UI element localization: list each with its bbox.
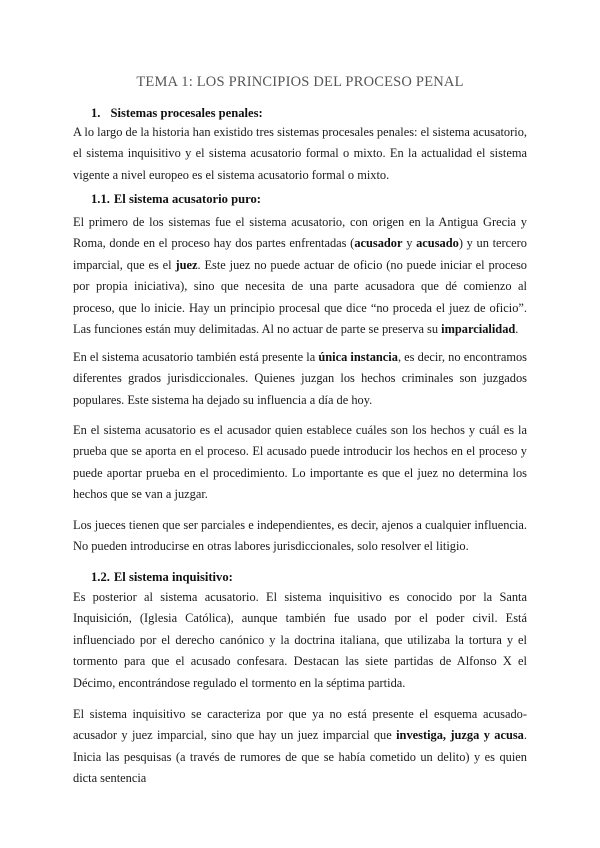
text-run: .	[515, 322, 519, 337]
section-heading-1-1	[91, 192, 261, 207]
paragraph: A lo largo de la historia han existido tres sistemas procesales penales: el sistema acusatorio, el sistema inquisitivo y el sistema acusatorio formal o mixto. En la actualidad el sistema vigente a nivel europeo es el sistema acusatorio formal o mixto.	[73, 125, 527, 182]
paragraph	[73, 704, 527, 790]
text-run: , es decir, no encontramos diferentes grados jurisdiccionales. Quienes juzgan los hechos criminales son juzgados populares. Este sistema ha dejado su influencia a día de hoy.	[73, 350, 527, 407]
paragraph: Es posterior al sistema acusatorio. El sistema inquisitivo es conocido por la Santa Inquisición, (Iglesia Católica), aunque también fue usado por el poder civil. Está influenciado por el derecho canónico y la doctrina italiana, que utilizaba la tortura y el tormento para que el acusado confesara. Destacan las siete partidas de Alfonso X el Décimo, encontrándose regulado el tormento en la séptima partida.	[73, 590, 527, 690]
section-title: Sistemas procesales penales:	[110, 106, 263, 120]
section-title: El sistema acusatorio puro:	[113, 192, 261, 206]
section-heading-1-2	[91, 570, 233, 585]
section-number: 1.1.	[91, 192, 110, 206]
paragraph	[73, 212, 527, 340]
bold-text: acusador	[354, 236, 403, 251]
section-number: 1.2.	[91, 570, 110, 584]
bold-text: juez	[175, 257, 198, 272]
paragraph	[73, 347, 527, 411]
text-run: . Inicia las pesquisas (a través de rumores de que se había cometido un delito) y es quien dicta sentencia	[73, 728, 527, 786]
section-heading-1	[91, 106, 263, 121]
bold-text: única instancia	[318, 350, 398, 364]
bold-text: imparcialidad	[441, 322, 516, 337]
text-run: . Este juez no puede actuar de oficio (no puede iniciar el proceso por propia iniciativa), sino que necesita de una parte acusadora que dé comienzo al proceso, que lo inicie. Hay un principio procesal que dice “no proceda el juez de oficio”. Las funciones están muy delimitadas. Al no actuar de parte se preserva su	[73, 257, 527, 337]
section-title: El sistema inquisitivo:	[113, 570, 233, 584]
text-run: ) y un tercero imparcial, que es el	[73, 236, 527, 272]
bold-text: investiga, juzga y acusa	[396, 728, 524, 743]
paragraph: Los jueces tienen que ser parciales e independientes, es decir, ajenos a cualquier influencia. No pueden introducirse en otras labores jurisdiccionales, solo resolver el litigio.	[73, 518, 527, 554]
text-run: En el sistema acusatorio también está presente la	[73, 350, 319, 364]
text-run: y	[402, 236, 417, 251]
text-run: El sistema inquisitivo se caracteriza por que ya no está presente el esquema acusado-acusador y juez imparcial, sino que hay un juez imparcial que	[73, 707, 527, 743]
text-run: El primero de los sistemas fue el sistema acusatorio, con origen en la Antigua Grecia y Roma, donde en el proceso hay dos partes enfrentadas (	[73, 215, 527, 251]
bold-text: acusado	[416, 236, 459, 251]
paragraph: En el sistema acusatorio es el acusador quien establece cuáles son los hechos y cuál es la prueba que se aporta en el proceso. El acusado puede introducir los hechos en el proceso y puede aportar prueba en el procedimiento. Lo importante es que el juez no determina los hechos que se van a juzgar.	[73, 423, 527, 502]
document-title: TEMA 1: LOS PRINCIPIOS DEL PROCESO PENAL	[136, 74, 464, 90]
section-number: 1.	[91, 106, 101, 120]
